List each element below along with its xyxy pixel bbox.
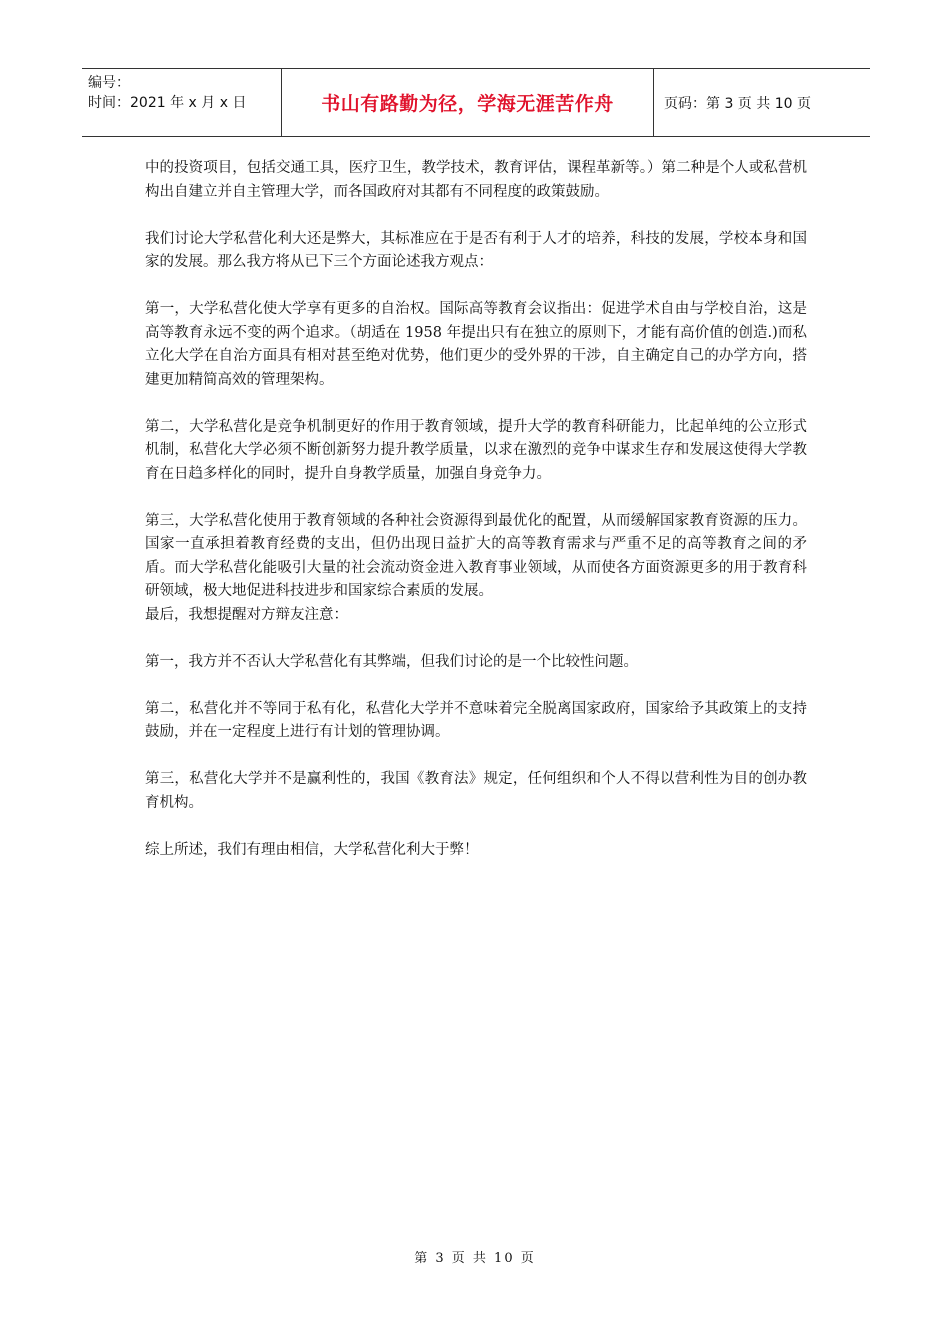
header-page-info-cell bbox=[654, 69, 870, 136]
header-motto-cell bbox=[282, 69, 654, 136]
document-number-label: 编号： bbox=[88, 75, 130, 91]
header-motto: 书山有路勤为径，学海无涯苦作舟 bbox=[321, 93, 614, 115]
paragraph: 中的投资项目，包括交通工具，医疗卫生，教学技术，教育评估，课程革新等。）第二种是个人或私营机构出自建立并自主管理大学，而各国政府对其都有不同程度的政策鼓励。 bbox=[145, 160, 807, 200]
document-body bbox=[145, 157, 807, 886]
header-page-info: 页码：第 3 页 共 10 页 bbox=[664, 95, 811, 112]
document-header bbox=[82, 68, 870, 137]
paragraph: 第三，私营化大学并不是赢利性的，我国《教育法》规定，任何组织和个人不得以营利性为目的创办教育机构。 bbox=[145, 771, 807, 811]
paragraph: 第一，大学私营化使大学享有更多的自治权。国际高等教育会议指出：促进学术自由与学校自治，这是高等教育永远不变的两个追求。（胡适在 1958 年提出只有在独立的原则下，才能有高价值的创造.)而私立化大学在自治方面具有相对甚至绝对优势，他们更少的受外界的干涉，自主确定自己的办学方向，搭建更加精简高效的管理架构。 bbox=[145, 301, 807, 388]
paragraph: 第二，大学私营化是竞争机制更好的作用于教育领域，提升大学的教育科研能力，比起单纯的公立形式机制，私营化大学必须不断创新努力提升教学质量，以求在激烈的竞争中谋求生存和发展这使得大学教育在日趋多样化的同时，提升自身教学质量，加强自身竞争力。 bbox=[145, 418, 807, 482]
document-date: 时间：2021 年 x 月 x 日 bbox=[88, 95, 247, 111]
paragraph: 最后，我想提醒对方辩友注意： bbox=[145, 606, 348, 623]
paragraph: 我们讨论大学私营化利大还是弊大，其标准应在于是否有利于人才的培养，科技的发展，学校本身和国家的发展。那么我方将从已下三个方面论述我方观点： bbox=[145, 230, 807, 270]
footer-page-number: 第 3 页 共 10 页 bbox=[414, 1251, 536, 1266]
paragraph: 第一，我方并不否认大学私营化有其弊端，但我们讨论的是一个比较性问题。 bbox=[145, 653, 638, 670]
page-footer bbox=[0, 1247, 950, 1266]
paragraph: 第二，私营化并不等同于私有化，私营化大学并不意味着完全脱离国家政府，国家给予其政策上的支持鼓励，并在一定程度上进行有计划的管理协调。 bbox=[145, 700, 807, 740]
paragraph: 综上所述，我们有理由相信，大学私营化利大于弊！ bbox=[145, 841, 479, 858]
paragraph: 第三，大学私营化使用于教育领域的各种社会资源得到最优化的配置，从而缓解国家教育资源的压力。国家一直承担着教育经费的支出，但仍出现日益扩大的高等教育需求与严重不足的高等教育之间的矛盾。而大学私营化能吸引大量的社会流动资金进入教育事业领域，从而使各方面资源更多的用于教育科研领域，极大地促进科技进步和国家综合素质的发展。 bbox=[145, 512, 807, 599]
header-meta bbox=[82, 69, 282, 136]
